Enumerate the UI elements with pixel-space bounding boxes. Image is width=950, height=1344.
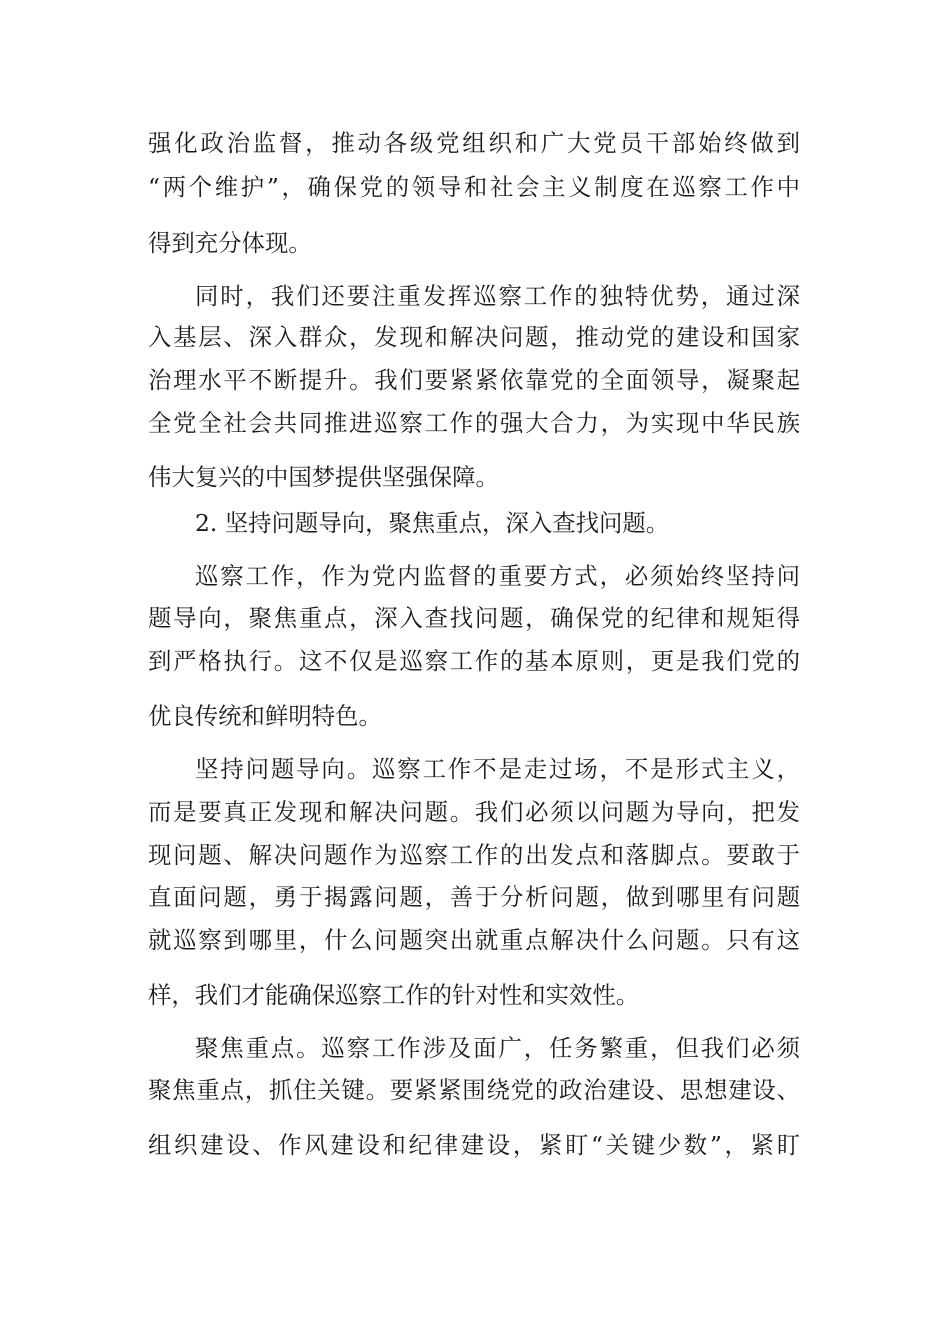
paragraph-line: 组织建设、作风建设和纪律建设，紧盯“关键少数”，紧盯: [148, 1131, 800, 1159]
paragraph-line: 题导向，聚焦重点，深入查找问题，确保党的纪律和规矩得: [148, 604, 800, 632]
paragraph-line: 强化政治监督，推动各级党组织和广大党员干部始终做到: [148, 129, 800, 157]
paragraph-line: 巡察工作，作为党内监督的重要方式，必须始终坚持问: [195, 562, 800, 590]
paragraph-line: 聚焦重点。巡察工作涉及面广，任务繁重，但我们必须: [195, 1034, 800, 1062]
paragraph-line: 现问题、解决问题作为巡察工作的出发点和落脚点。要敢于: [148, 841, 800, 869]
paragraph-line: 治理水平不断提升。我们要紧紧依靠党的全面领导，凝聚起: [148, 366, 800, 394]
paragraph-line: 样，我们才能确保巡察工作的针对性和实效性。: [148, 981, 640, 1009]
paragraph-line: 伟大复兴的中国梦提供坚强保障。: [148, 463, 499, 491]
paragraph-line: 优良传统和鲜明特色。: [148, 702, 382, 730]
paragraph-line: 而是要真正发现和解决问题。我们必须以问题为导向，把发: [148, 798, 800, 826]
paragraph-line: 同时，我们还要注重发挥巡察工作的独特优势，通过深: [195, 282, 800, 310]
paragraph-line: 到严格执行。这不仅是巡察工作的基本原则，更是我们党的: [148, 647, 800, 675]
paragraph-line: 全党全社会共同推进巡察工作的强大合力，为实现中华民族: [148, 409, 800, 437]
paragraph-line: “两个维护”，确保党的领导和社会主义制度在巡察工作中: [148, 173, 800, 201]
paragraph-line: 坚持问题导向。巡察工作不是走过场，不是形式主义，: [195, 755, 800, 783]
paragraph-line: 入基层、深入群众，发现和解决问题，推动党的建设和国家: [148, 323, 800, 351]
paragraph-line: 聚焦重点，抓住关键。要紧紧围绕党的政治建设、思想建设、: [148, 1076, 800, 1104]
paragraph-line: 就巡察到哪里，什么问题突出就重点解决什么问题。只有这: [148, 926, 800, 954]
paragraph-line: 得到充分体现。: [148, 229, 312, 257]
paragraph-line: 直面问题，勇于揭露问题，善于分析问题，做到哪里有问题: [148, 883, 800, 911]
section-heading: 2. 坚持问题导向，聚焦重点，深入查找问题。: [195, 509, 670, 537]
